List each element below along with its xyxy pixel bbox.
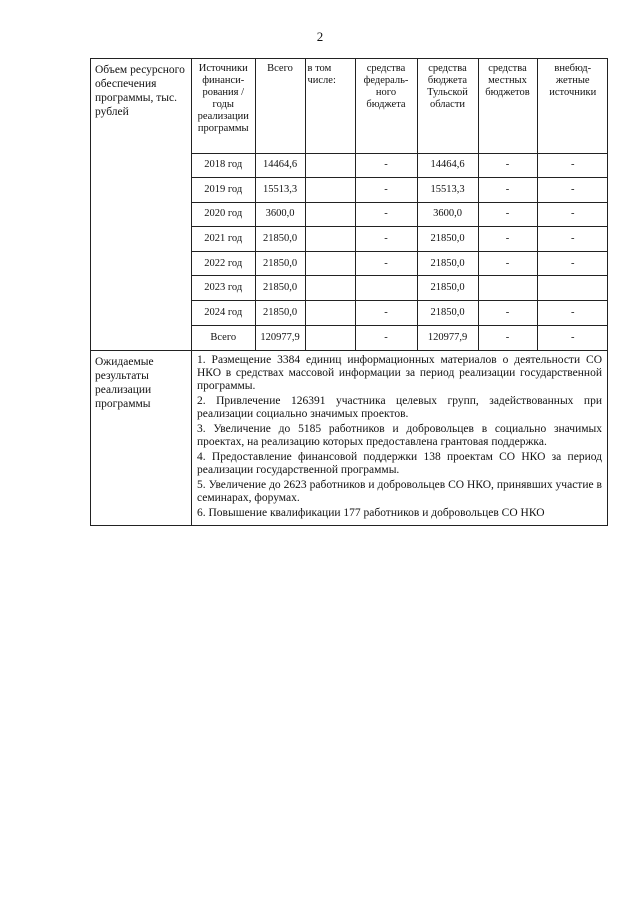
cell-regional: 14464,6 xyxy=(417,153,478,178)
cell-total: 21850,0 xyxy=(255,301,305,326)
header-regional-budget: средства бюджета Тульской области xyxy=(417,59,478,153)
cell-extra: - xyxy=(537,251,608,276)
resource-label: Объем ресурсного обеспечения программы, тыс. рублей xyxy=(91,59,192,351)
header-total: Всего xyxy=(255,59,305,153)
cell-extra: - xyxy=(537,178,608,203)
cell-year: 2022 год xyxy=(192,251,255,276)
cell-local: - xyxy=(478,153,537,178)
result-item: 3. Увеличение до 5185 работников и добровольцев в социально значимых проектах, на реализацию которых предоставлена грантовая поддержка. xyxy=(197,422,602,448)
table-row xyxy=(192,276,608,301)
cell-federal: - xyxy=(355,301,417,326)
cell-blank xyxy=(305,251,355,276)
cell-year: 2020 год xyxy=(192,202,255,227)
cell-year: 2018 год xyxy=(192,153,255,178)
cell-extra: - xyxy=(537,301,608,326)
resource-content xyxy=(192,59,608,351)
cell-total: 3600,0 xyxy=(255,202,305,227)
result-item: 1. Размещение 3384 единиц информационных материалов о деятельности СО НКО в средствах массовой информации за период реализации государственной программы. xyxy=(197,353,602,392)
cell-total: 14464,6 xyxy=(255,153,305,178)
cell-regional: 3600,0 xyxy=(417,202,478,227)
cell-year: 2019 год xyxy=(192,178,255,203)
cell-extra xyxy=(537,276,608,301)
cell-local: - xyxy=(478,202,537,227)
resource-row xyxy=(91,59,608,351)
cell-extra: - xyxy=(537,202,608,227)
cell-local: - xyxy=(478,227,537,252)
result-item: 5. Увеличение до 2623 работников и добровольцев СО НКО, принявших участие в семинарах, форумах. xyxy=(197,478,602,504)
cell-blank xyxy=(305,227,355,252)
cell-total: 15513,3 xyxy=(255,178,305,203)
table-row xyxy=(192,251,608,276)
header-federal-budget: средства федераль-ного бюджета xyxy=(355,59,417,153)
financing-table xyxy=(192,59,608,350)
cell-year: Всего xyxy=(192,325,255,350)
result-item: 4. Предоставление финансовой поддержки 138 проектам СО НКО за период реализации государственной программы. xyxy=(197,450,602,476)
cell-federal: - xyxy=(355,251,417,276)
cell-blank xyxy=(305,301,355,326)
table-row xyxy=(192,301,608,326)
cell-year: 2021 год xyxy=(192,227,255,252)
results-row xyxy=(91,350,608,525)
cell-blank xyxy=(305,153,355,178)
cell-local: - xyxy=(478,325,537,350)
cell-regional: 15513,3 xyxy=(417,178,478,203)
result-item: 6. Повышение квалификации 177 работников и добровольцев СО НКО xyxy=(197,506,545,519)
cell-total: 120977,9 xyxy=(255,325,305,350)
cell-federal: - xyxy=(355,202,417,227)
cell-extra: - xyxy=(537,325,608,350)
cell-year: 2023 год xyxy=(192,276,255,301)
cell-regional: 21850,0 xyxy=(417,301,478,326)
table-row-total xyxy=(192,325,608,350)
cell-federal: - xyxy=(355,153,417,178)
results-label: Ожидаемые результаты реализации программы xyxy=(91,350,192,525)
results-content xyxy=(192,350,608,525)
cell-federal: - xyxy=(355,178,417,203)
cell-regional: 21850,0 xyxy=(417,227,478,252)
table-row xyxy=(192,178,608,203)
cell-local: - xyxy=(478,178,537,203)
header-extra-budgetary: внебюд-жетные источники xyxy=(537,59,608,153)
cell-total: 21850,0 xyxy=(255,251,305,276)
cell-regional: 21850,0 xyxy=(417,276,478,301)
cell-blank xyxy=(305,276,355,301)
page-number: 2 xyxy=(316,29,324,44)
cell-federal xyxy=(355,276,417,301)
cell-extra: - xyxy=(537,153,608,178)
cell-blank xyxy=(305,325,355,350)
cell-local: - xyxy=(478,301,537,326)
header-including: в том числе: xyxy=(305,59,355,153)
header-local-budgets: средства местных бюджетов xyxy=(478,59,537,153)
financing-header-row xyxy=(192,59,608,153)
cell-federal: - xyxy=(355,325,417,350)
header-sources-years: Источники финанси-рования /годы реализации программы xyxy=(192,59,255,153)
cell-extra: - xyxy=(537,227,608,252)
cell-federal: - xyxy=(355,227,417,252)
cell-total: 21850,0 xyxy=(255,227,305,252)
program-passport-table xyxy=(90,58,608,526)
table-row xyxy=(192,227,608,252)
cell-local: - xyxy=(478,251,537,276)
cell-blank xyxy=(305,178,355,203)
cell-blank xyxy=(305,202,355,227)
cell-regional: 21850,0 xyxy=(417,251,478,276)
cell-total: 21850,0 xyxy=(255,276,305,301)
table-row xyxy=(192,153,608,178)
result-item: 2. Привлечение 126391 участника целевых групп, задействованных при реализации социально значимых проектов. xyxy=(197,394,602,420)
cell-local xyxy=(478,276,537,301)
cell-year: 2024 год xyxy=(192,301,255,326)
cell-regional: 120977,9 xyxy=(417,325,478,350)
table-row xyxy=(192,202,608,227)
